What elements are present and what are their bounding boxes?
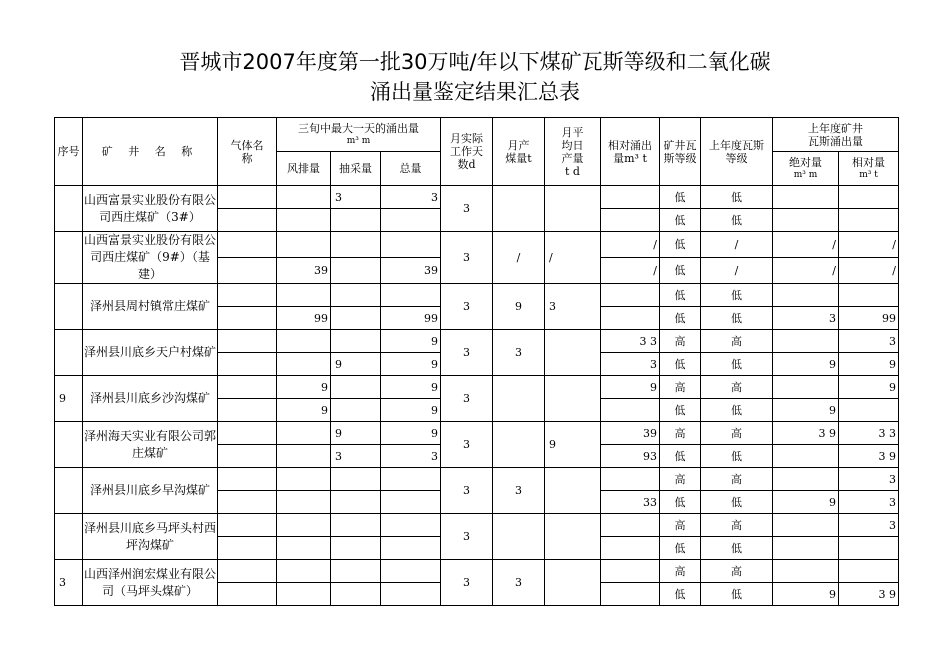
row-total: 39 [381, 258, 441, 284]
row-extraction [331, 537, 381, 560]
row-mine-grade: 低 [660, 353, 701, 376]
row-mine-grade: 高 [660, 468, 701, 491]
row-extraction [331, 232, 381, 258]
row-relative-emission [601, 537, 660, 560]
row-last-abs: 9 [773, 353, 839, 376]
row-last-abs [773, 330, 839, 353]
table-row [55, 514, 899, 537]
row-last-rel [839, 284, 899, 307]
header-daily-output-unit: t d [565, 164, 580, 178]
row-last-rel [839, 209, 899, 232]
row-work-days: 3 [441, 422, 493, 468]
header-relative-unit: m³ t [859, 169, 878, 180]
row-daily-output: / [545, 232, 601, 284]
row-last-grade: 低 [701, 353, 773, 376]
row-mine-grade: 低 [660, 537, 701, 560]
table-row [55, 560, 899, 583]
row-last-rel: 3 [839, 491, 899, 514]
header-relative-emission: 相对涌出量m³ t [601, 118, 660, 186]
row-extraction [331, 560, 381, 583]
row-last-abs [773, 186, 839, 209]
row-work-days: 3 [441, 330, 493, 376]
row-seq [55, 422, 83, 468]
row-mine-grade: 低 [660, 491, 701, 514]
row-last-grade: 高 [701, 514, 773, 537]
row-seq [55, 514, 83, 560]
row-last-rel: 9 [839, 376, 899, 399]
row-gas-name [218, 209, 277, 232]
row-gas-name [218, 537, 277, 560]
table-row [55, 232, 899, 258]
row-gas-name [218, 186, 277, 209]
row-relative-emission [601, 186, 660, 209]
row-last-grade: 低 [701, 307, 773, 330]
row-extraction [331, 284, 381, 307]
row-mine-name: 泽州县川底乡天户村煤矿 [83, 330, 218, 376]
row-daily-output [545, 376, 601, 422]
row-total: 3 [381, 445, 441, 468]
row-ventilation [277, 560, 331, 583]
row-seq [55, 232, 83, 284]
row-ventilation [277, 353, 331, 376]
row-last-grade: 低 [701, 537, 773, 560]
row-ventilation: 9 [277, 376, 331, 399]
row-last-rel: 3 9 [839, 583, 899, 606]
row-last-grade: 低 [701, 209, 773, 232]
row-last-abs [773, 560, 839, 583]
header-ventilation: 风排量 [277, 152, 331, 186]
header-last-grade: 上年度瓦斯等级 [701, 118, 773, 186]
row-last-grade: / [701, 258, 773, 284]
row-mine-name: 山西富景实业股份有限公司西庄煤矿（9#）（基建） [83, 232, 218, 284]
row-last-grade: 低 [701, 284, 773, 307]
row-last-abs [773, 514, 839, 537]
row-monthly-output: / [493, 232, 545, 284]
row-total [381, 209, 441, 232]
row-ventilation: 99 [277, 307, 331, 330]
row-monthly-output: 9 [493, 284, 545, 330]
row-last-rel [839, 186, 899, 209]
row-gas-name [218, 353, 277, 376]
row-work-days: 3 [441, 376, 493, 422]
row-monthly-output: 3 [493, 330, 545, 376]
row-last-grade: 低 [701, 399, 773, 422]
header-absolute-unit: m³ m [793, 169, 818, 180]
report-title-line1: 晋城市2007年度第一批30万吨/年以下煤矿瓦斯等级和二氧化碳 [179, 50, 771, 74]
table-row [55, 422, 899, 445]
row-gas-name [218, 491, 277, 514]
row-last-abs: / [773, 232, 839, 258]
row-relative-emission [601, 514, 660, 537]
table-row [55, 284, 899, 307]
row-seq [55, 186, 83, 232]
row-extraction [331, 209, 381, 232]
row-relative-emission [601, 399, 660, 422]
row-last-grade: / [701, 232, 773, 258]
row-seq [55, 284, 83, 330]
row-relative-emission [601, 209, 660, 232]
header-absolute: 绝对量 [789, 155, 822, 169]
row-extraction: 9 [331, 422, 381, 445]
row-ventilation [277, 422, 331, 445]
row-extraction [331, 468, 381, 491]
row-total [381, 583, 441, 606]
report-title-line2: 涌出量鉴定结果汇总表 [370, 80, 580, 104]
header-max-day-unit: m³ m [346, 135, 371, 146]
row-work-days: 3 [441, 232, 493, 284]
row-mine-grade: 低 [660, 258, 701, 284]
row-total: 9 [381, 353, 441, 376]
row-total [381, 468, 441, 491]
row-last-rel [839, 537, 899, 560]
row-extraction [331, 376, 381, 399]
row-relative-emission: 39 [601, 422, 660, 445]
row-gas-name [218, 560, 277, 583]
row-total [381, 514, 441, 537]
row-last-abs: / [773, 258, 839, 284]
row-gas-name [218, 514, 277, 537]
row-total: 99 [381, 307, 441, 330]
row-last-grade: 高 [701, 560, 773, 583]
row-gas-name [218, 307, 277, 330]
header-gas-name: 气体名称 [218, 118, 277, 186]
row-last-grade: 高 [701, 330, 773, 353]
row-extraction [331, 258, 381, 284]
row-last-grade: 高 [701, 422, 773, 445]
row-last-rel: / [839, 232, 899, 258]
header-work-days: 月实际工作天数d [441, 118, 493, 186]
table-row [55, 330, 899, 353]
header-absolute-cell [773, 152, 839, 186]
row-ventilation [277, 468, 331, 491]
row-extraction [331, 307, 381, 330]
row-mine-name: 泽州县周村镇常庄煤矿 [83, 284, 218, 330]
row-ventilation: 39 [277, 258, 331, 284]
row-daily-output [545, 514, 601, 560]
row-relative-emission: 3 3 [601, 330, 660, 353]
row-gas-name [218, 284, 277, 307]
row-last-abs: 3 9 [773, 422, 839, 445]
row-ventilation: 9 [277, 399, 331, 422]
row-mine-grade: 低 [660, 284, 701, 307]
row-seq [55, 330, 83, 376]
row-daily-output: 9 [545, 422, 601, 468]
row-mine-grade: 低 [660, 399, 701, 422]
row-last-abs [773, 284, 839, 307]
row-relative-emission: 33 [601, 491, 660, 514]
row-extraction [331, 399, 381, 422]
row-last-grade: 低 [701, 583, 773, 606]
row-mine-name: 泽州海天实业有限公司郭庄煤矿 [83, 422, 218, 468]
row-relative-emission: / [601, 232, 660, 258]
row-last-rel: 9 [839, 353, 899, 376]
header-max-day-label: 三旬中最大一天的涌出量 [298, 121, 419, 135]
row-mine-grade: 低 [660, 232, 701, 258]
row-last-abs: 9 [773, 399, 839, 422]
row-last-rel: / [839, 258, 899, 284]
summary-table [54, 117, 899, 606]
row-relative-emission [601, 284, 660, 307]
table-row [55, 376, 899, 399]
row-mine-grade: 高 [660, 560, 701, 583]
header-mine-name: 矿 井 名 称 [83, 118, 218, 186]
row-mine-grade: 低 [660, 307, 701, 330]
row-last-rel: 3 [839, 468, 899, 491]
row-ventilation [277, 514, 331, 537]
row-last-abs [773, 376, 839, 399]
row-total [381, 284, 441, 307]
row-mine-grade: 低 [660, 209, 701, 232]
row-last-rel: 3 9 [839, 445, 899, 468]
row-daily-output [545, 560, 601, 606]
header-relative-cell [839, 152, 899, 186]
row-last-grade: 高 [701, 376, 773, 399]
row-daily-output [545, 186, 601, 232]
row-relative-emission: 9 [601, 376, 660, 399]
row-work-days: 3 [441, 560, 493, 606]
row-extraction [331, 491, 381, 514]
row-gas-name [218, 232, 277, 258]
row-last-rel: 3 3 [839, 422, 899, 445]
header-mine-grade: 矿井瓦斯等级 [660, 118, 701, 186]
row-monthly-output: 3 [493, 468, 545, 514]
row-mine-grade: 低 [660, 583, 701, 606]
row-mine-name: 山西泽州润宏煤业有限公司（马坪头煤矿） [83, 560, 218, 606]
row-mine-grade: 低 [660, 445, 701, 468]
row-ventilation [277, 583, 331, 606]
row-last-rel [839, 399, 899, 422]
header-max-day-group [277, 118, 441, 152]
row-gas-name [218, 330, 277, 353]
row-mine-name: 泽州县川底乡马坪头村西坪沟煤矿 [83, 514, 218, 560]
row-seq [55, 468, 83, 514]
row-last-rel [839, 560, 899, 583]
row-monthly-output [493, 422, 545, 468]
row-extraction [331, 330, 381, 353]
row-relative-emission: / [601, 258, 660, 284]
row-mine-name: 山西富景实业股份有限公司西庄煤矿（3#） [83, 186, 218, 232]
row-total [381, 560, 441, 583]
row-total: 9 [381, 376, 441, 399]
row-last-abs [773, 445, 839, 468]
header-seq: 序号 [55, 118, 83, 186]
row-gas-name [218, 583, 277, 606]
row-extraction: 3 [331, 445, 381, 468]
row-total [381, 537, 441, 560]
row-gas-name [218, 258, 277, 284]
row-gas-name [218, 468, 277, 491]
row-mine-grade: 低 [660, 186, 701, 209]
row-relative-emission: 3 [601, 353, 660, 376]
row-ventilation [277, 491, 331, 514]
table-row [55, 468, 899, 491]
header-monthly-output: 月产煤量t [493, 118, 545, 186]
row-work-days: 3 [441, 514, 493, 560]
row-last-grade: 低 [701, 186, 773, 209]
row-gas-name [218, 399, 277, 422]
row-extraction [331, 583, 381, 606]
row-work-days: 3 [441, 284, 493, 330]
row-total [381, 491, 441, 514]
row-ventilation [277, 445, 331, 468]
row-daily-output [545, 330, 601, 376]
row-ventilation [277, 186, 331, 209]
row-seq: 3 [55, 560, 83, 606]
row-mine-grade: 高 [660, 376, 701, 399]
row-last-rel: 3 [839, 514, 899, 537]
header-daily-output: 月平均日产量 [561, 125, 584, 165]
row-relative-emission: 93 [601, 445, 660, 468]
row-ventilation [277, 232, 331, 258]
row-total: 9 [381, 422, 441, 445]
row-extraction: 3 [331, 186, 381, 209]
row-last-abs: 9 [773, 491, 839, 514]
row-mine-grade: 高 [660, 422, 701, 445]
row-total [381, 232, 441, 258]
row-work-days: 3 [441, 186, 493, 232]
header-daily-output-cell [545, 118, 601, 186]
row-seq: 9 [55, 376, 83, 422]
row-relative-emission [601, 307, 660, 330]
row-relative-emission [601, 583, 660, 606]
row-mine-name: 泽州县川底乡早沟煤矿 [83, 468, 218, 514]
row-total: 9 [381, 399, 441, 422]
row-daily-output [545, 468, 601, 514]
table-row [55, 186, 899, 209]
row-last-rel: 99 [839, 307, 899, 330]
row-total: 3 [381, 186, 441, 209]
row-monthly-output [493, 514, 545, 560]
header-relative: 相对量 [852, 155, 885, 169]
row-ventilation [277, 330, 331, 353]
row-last-abs [773, 209, 839, 232]
row-last-rel: 3 [839, 330, 899, 353]
row-monthly-output [493, 186, 545, 232]
row-last-grade: 高 [701, 468, 773, 491]
row-ventilation [277, 209, 331, 232]
row-daily-output: 3 [545, 284, 601, 330]
row-last-abs: 9 [773, 583, 839, 606]
row-gas-name [218, 422, 277, 445]
row-last-abs [773, 537, 839, 560]
row-extraction [331, 514, 381, 537]
row-ventilation [277, 537, 331, 560]
row-total: 9 [381, 330, 441, 353]
row-ventilation [277, 284, 331, 307]
header-last-year-group: 上年度矿井瓦斯涌出量 [773, 118, 899, 152]
row-gas-name [218, 445, 277, 468]
row-last-abs [773, 468, 839, 491]
row-work-days: 3 [441, 468, 493, 514]
row-gas-name [218, 376, 277, 399]
row-last-grade: 低 [701, 445, 773, 468]
row-last-abs: 3 [773, 307, 839, 330]
row-monthly-output [493, 376, 545, 422]
row-last-grade: 低 [701, 491, 773, 514]
header-extraction: 抽采量 [331, 152, 381, 186]
row-monthly-output: 3 [493, 560, 545, 606]
header-total: 总量 [381, 152, 441, 186]
row-mine-name: 泽州县川底乡沙沟煤矿 [83, 376, 218, 422]
row-extraction: 9 [331, 353, 381, 376]
row-mine-grade: 高 [660, 514, 701, 537]
row-relative-emission [601, 560, 660, 583]
row-mine-grade: 高 [660, 330, 701, 353]
row-relative-emission [601, 468, 660, 491]
